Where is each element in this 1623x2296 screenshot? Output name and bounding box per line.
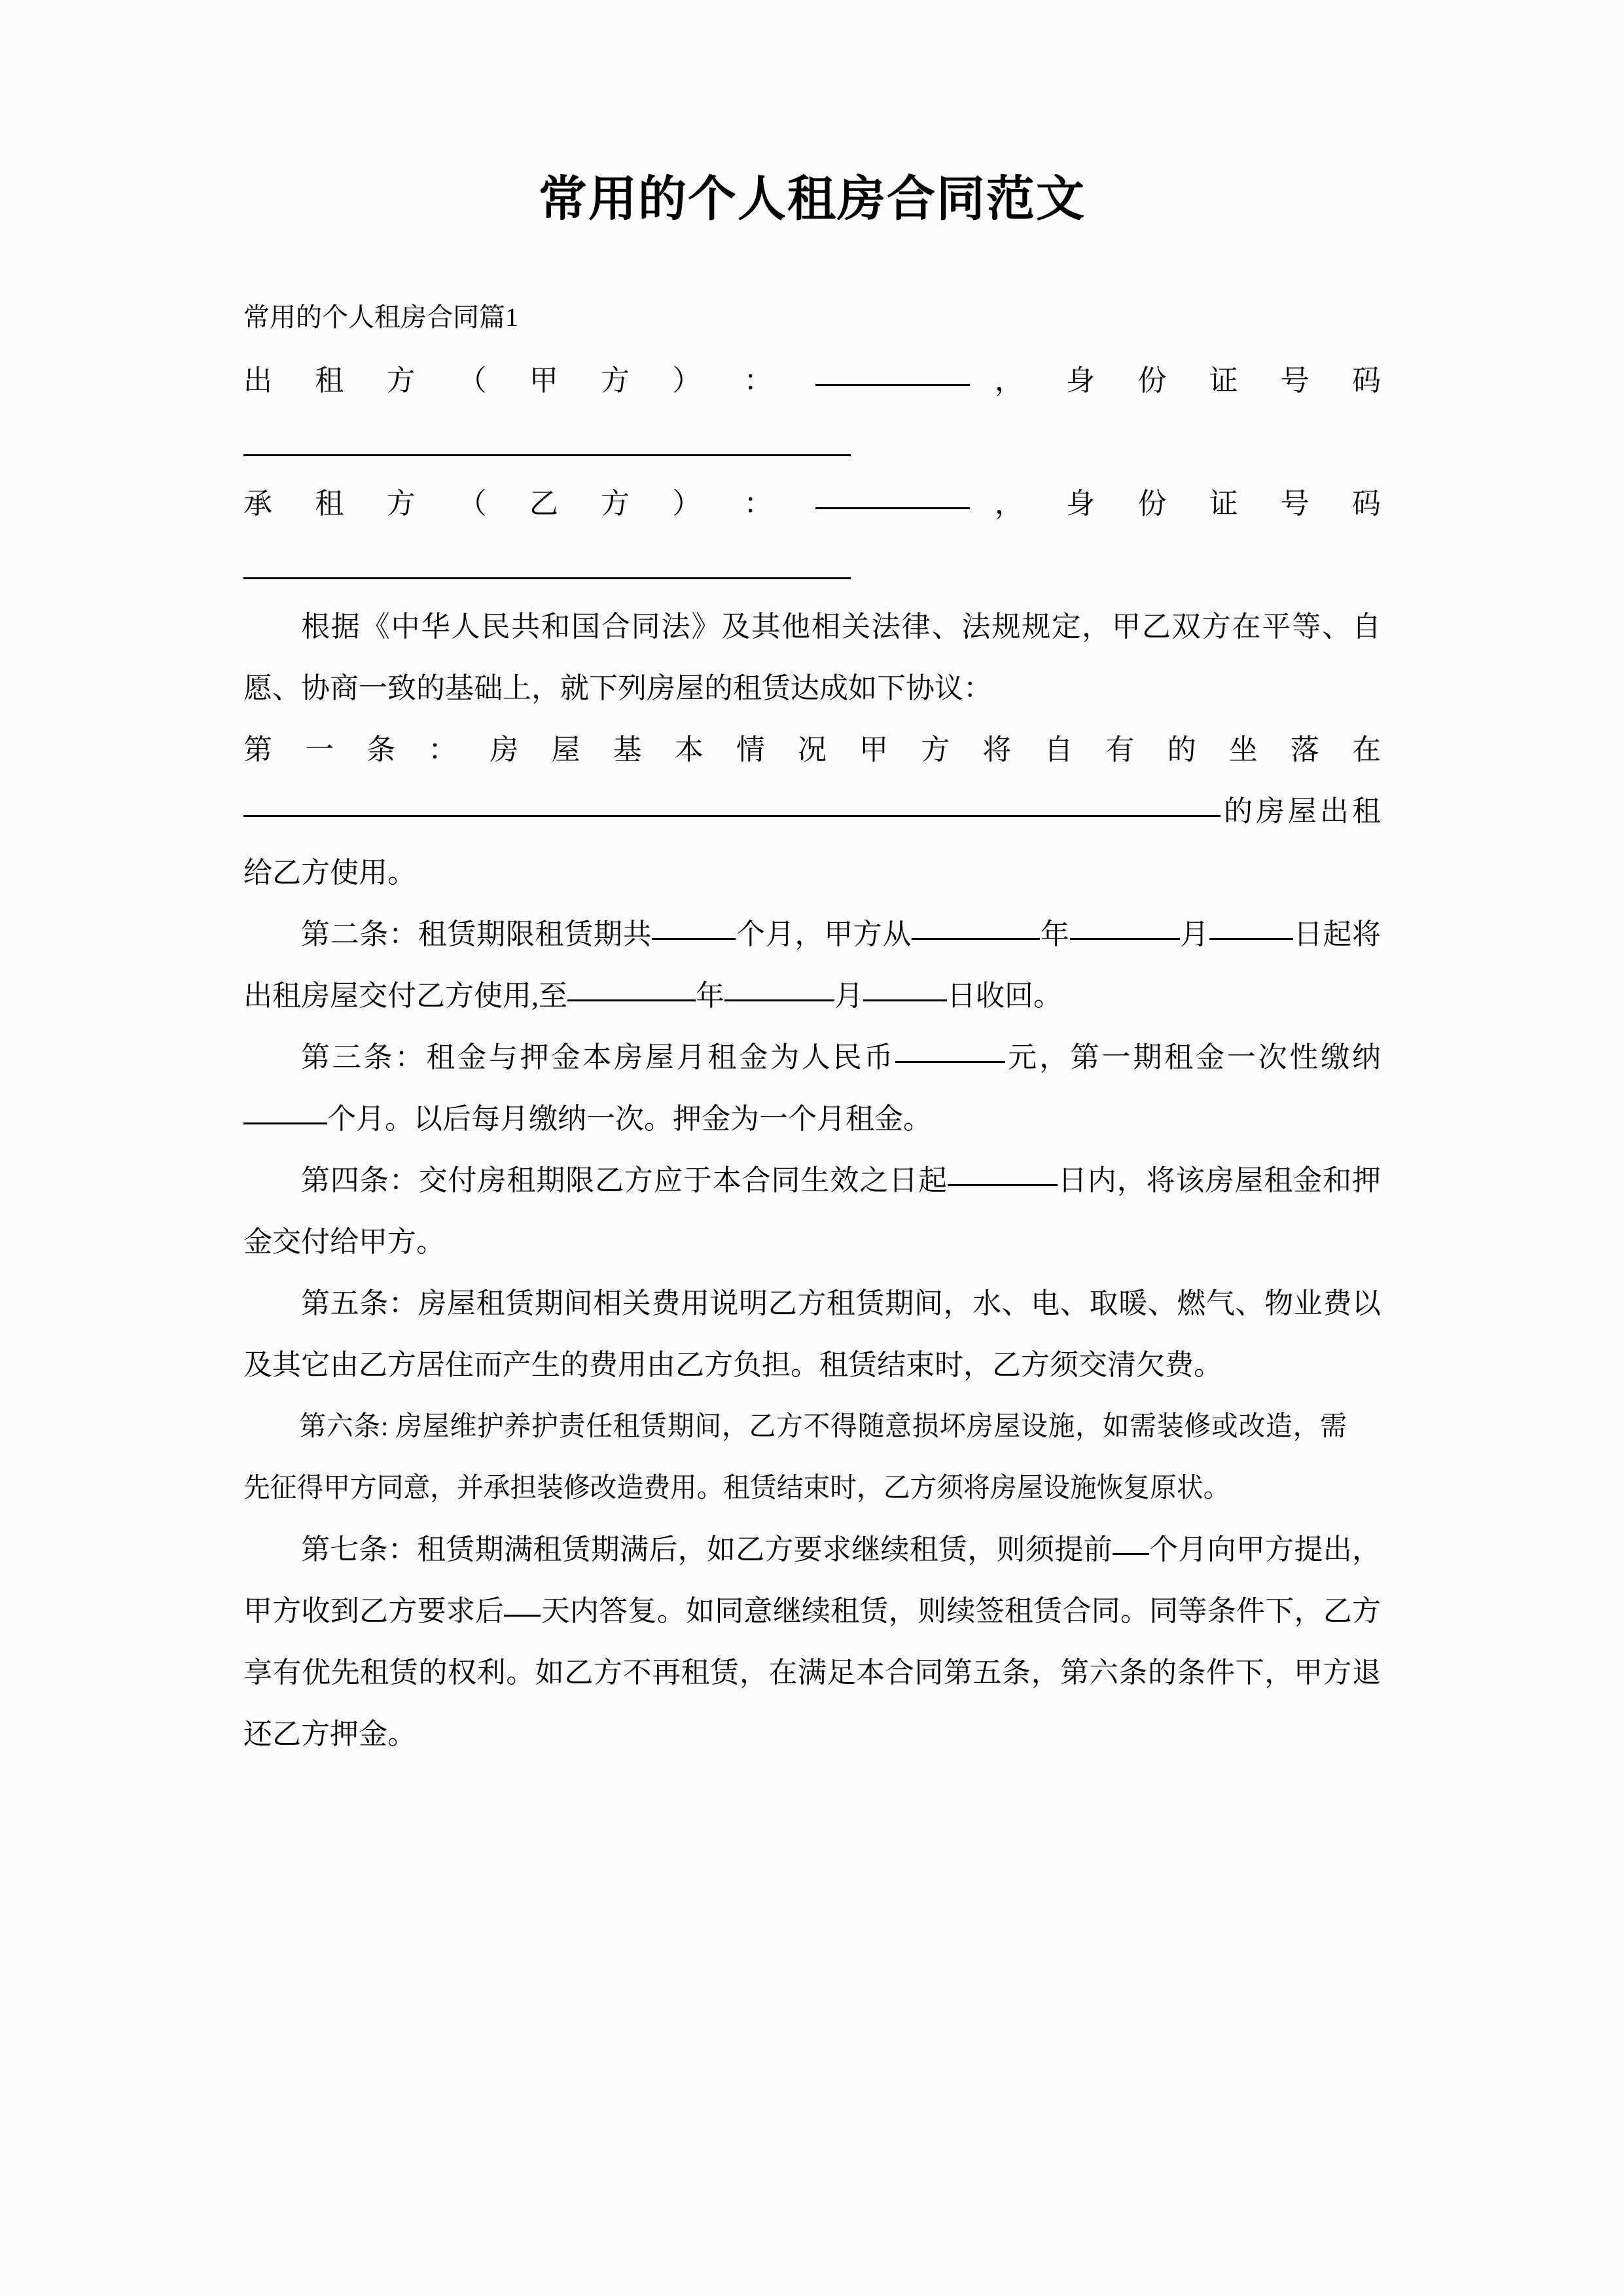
preamble-paragraph: 根据《中华人民共和国合同法》及其他相关法律、法规规定，甲乙双方在平等、自愿、协商一致的基础上，就下列房屋的租赁达成如下协议： <box>243 611 1381 705</box>
clause-1-head <box>243 719 1381 781</box>
lessor-line <box>243 350 1381 412</box>
clause-4-seg1: 第四条：交付房租期限乙方应于本合同生效之日起 <box>301 1164 948 1197</box>
clause-7-reply-days-blank[interactable] <box>504 1615 541 1617</box>
clause-7-seg2: 个月向甲方提出，甲方收到乙方要求后 <box>243 1534 1382 1628</box>
document-content <box>243 0 1381 1765</box>
clause-4-days-blank[interactable] <box>948 1184 1058 1186</box>
clause-2-end-month-blank[interactable] <box>724 999 834 1001</box>
clause-2-seg3: 年 <box>1040 918 1070 951</box>
lessor-id-label: ， 身 份 证 号 码 <box>994 365 1382 397</box>
lessor-label: 出 租 方 （ 甲 方 ） ： <box>243 365 791 397</box>
clause-2-start-year-blank[interactable] <box>912 938 1040 940</box>
clause-4-seg2: 日内，将该房屋租金和押金交付给甲方。 <box>243 1164 1381 1259</box>
clause-1-address-blank[interactable] <box>243 815 1221 817</box>
lessee-name-blank[interactable] <box>815 507 970 509</box>
clause-2-seg7: 月 <box>834 980 863 1013</box>
clause-4 <box>243 1150 1381 1273</box>
clause-6: 第六条: 房屋维护养护责任租赁期间，乙方不得随意损坏房屋设施，如需装修或改造，需先征得甲方同意，并承担装修改造费用。租赁结束时，乙方须将房屋设施恢复原状。 <box>243 1412 1347 1504</box>
clause-3-rent-amount-blank[interactable] <box>895 1061 1005 1063</box>
clause-2-seg1: 第二条：租赁期限租赁期共 <box>301 918 652 951</box>
lessee-id-blank[interactable] <box>243 577 851 579</box>
clause-2-end-year-blank[interactable] <box>567 999 696 1001</box>
clause-7-seg3: 天内答复。如同意继续租赁，则续签租赁合同。同等条件下，乙方享有优先租赁的权利。如乙方不再租赁，在满足本合同第五条，第六条的条件下，甲方退还乙方押金。 <box>243 1595 1382 1751</box>
clause-2-end-day-blank[interactable] <box>863 999 947 1001</box>
page-title: 常用的个人租房合同范文 <box>539 171 1086 227</box>
clause-2-seg2: 个月，甲方从 <box>736 918 912 951</box>
lessee-line <box>243 473 1381 535</box>
clause-1-tail <box>243 781 1381 904</box>
clause-3-prepay-months-blank[interactable] <box>243 1122 327 1124</box>
clause-2-months-blank[interactable] <box>652 938 736 940</box>
lessee-label: 承 租 方 （ 乙 方 ） ： <box>243 488 791 520</box>
clause-3-seg2: 元，第一期租金一次性缴纳 <box>1005 1041 1382 1074</box>
clause-2-seg4: 月 <box>1179 918 1209 951</box>
clause-2-seg5: 日起将出租房屋交付乙方使用,至 <box>243 918 1382 1013</box>
clause-1-head-text: 第 一 条 ： 房 屋 基 本 情 况 甲 方 将 自 有 的 坐 落 在 <box>243 734 1381 766</box>
clause-5: 第五条：房屋租赁期间相关费用说明乙方租赁期间，水、电、取暖、燃气、物业费以及其它由乙方居住而产生的费用由乙方负担。租赁结束时，乙方须交清欠费。 <box>243 1287 1381 1382</box>
clause-7-seg1: 第七条：租赁期满租赁期满后，如乙方要求继续租赁，则须提前 <box>301 1534 1113 1566</box>
document-subheading: 常用的个人租房合同篇1 <box>243 302 518 332</box>
clause-7 <box>243 1519 1381 1765</box>
clause-3-seg3: 个月。以后每月缴纳一次。押金为一个月租金。 <box>327 1103 932 1136</box>
spacer <box>243 331 1381 350</box>
lessee-id-label: ， 身 份 证 号 码 <box>994 488 1382 520</box>
lessor-id-blank[interactable] <box>243 454 851 456</box>
clause-3 <box>243 1027 1381 1150</box>
clause-7-notice-months-blank[interactable] <box>1113 1553 1149 1555</box>
clause-2-seg8: 日收回。 <box>947 980 1062 1013</box>
lessor-name-blank[interactable] <box>815 384 970 386</box>
lessor-id-blank-row <box>243 412 1381 473</box>
clause-2 <box>243 904 1381 1027</box>
clause-3-seg1: 第三条：租金与押金本房屋月租金为人民币 <box>301 1041 896 1074</box>
lessee-id-blank-row <box>243 535 1381 596</box>
clause-2-start-month-blank[interactable] <box>1070 938 1180 940</box>
clause-1-tail-text: 的房屋出租给乙方使用。 <box>243 795 1381 889</box>
clause-2-start-day-blank[interactable] <box>1209 938 1293 940</box>
clause-2-seg6: 年 <box>696 980 724 1013</box>
